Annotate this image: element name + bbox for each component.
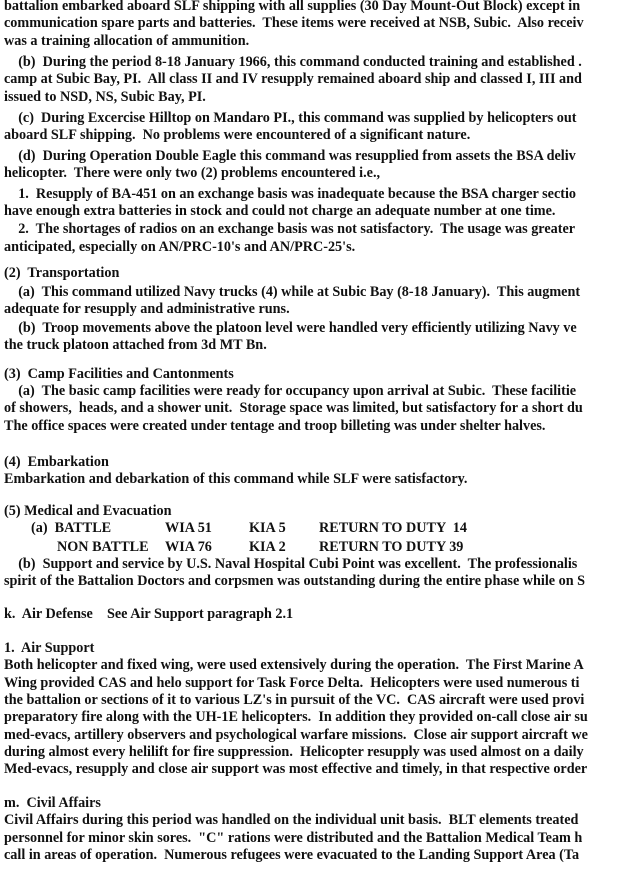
- casualty-wia: WIA 76: [165, 539, 212, 555]
- casualty-return-to-duty: RETURN TO DUTY 39: [319, 539, 464, 555]
- casualty-label: (a) BATTLE: [31, 520, 112, 536]
- text-line: Embarkation and debarkation of this command while SLF were satisfactory.: [4, 471, 468, 487]
- text-line: spirit of the Battalion Doctors and corpsmen was outstanding during the entire phase while on S: [4, 573, 586, 589]
- section-heading-transportation: (2) Transportation: [4, 265, 120, 281]
- text-line: (b) Troop movements above the platoon level were handled very efficiently utilizing Navy ve: [4, 320, 577, 336]
- section-heading-air-defense: k. Air Defense See Air Support paragraph 2.1: [4, 606, 294, 622]
- text-line: (a) This command utilized Navy trucks (4) while at Subic Bay (8-18 January). This augment: [4, 284, 581, 300]
- casualty-kia: KIA 5: [249, 520, 286, 536]
- section-heading-embarkation: (4) Embarkation: [4, 454, 109, 470]
- text-line: Wing provided CAS and helo support for Task Force Delta. Helicopters were used numerous ti: [4, 675, 580, 691]
- text-line: battalion embarked aboard SLF shipping with all supplies (30 Day Mount-Out Block) except in: [4, 0, 581, 14]
- text-line: helicopter. There were only two (2) problems encountered i.e.,: [4, 165, 381, 181]
- text-line: the truck platoon attached from 3d MT Bn.: [4, 337, 267, 353]
- text-line: (d) During Operation Double Eagle this command was resupplied from assets the BSA deliv: [4, 148, 576, 164]
- casualty-return-to-duty: RETURN TO DUTY 14: [319, 520, 467, 536]
- section-heading-air-support: 1. Air Support: [4, 640, 95, 656]
- text-line: (a) The basic camp facilities were ready for occupancy upon arrival at Subic. These facilitie: [4, 383, 577, 399]
- text-line: the battalion or sections of it to various LZ's in pursuit of the VC. CAS aircraft were used provi: [4, 692, 585, 708]
- section-heading-camp-facilities: (3) Camp Facilities and Cantonments: [4, 366, 234, 382]
- text-line: (b) Support and service by U.S. Naval Hospital Cubi Point was excellent. The professionalis: [4, 556, 578, 572]
- text-line: communication spare parts and batteries. These items were received at NSB, Subic. Also receiv: [4, 15, 584, 31]
- text-line: (c) During Excercise Hilltop on Mandaro PI., this command was supplied by helicopters out: [4, 110, 577, 126]
- text-line: 2. The shortages of radios on an exchange basis was not satisfactory. The usage was greater: [4, 221, 576, 237]
- text-line: Civil Affairs during this period was handled on the individual unit basis. BLT elements treated: [4, 812, 579, 828]
- casualty-kia: KIA 2: [249, 539, 286, 555]
- text-line: camp at Subic Bay, PI. All class II and IV resupply remained aboard ship and classed I, III and: [4, 71, 582, 87]
- text-line: of showers, heads, and a shower unit. Storage space was limited, but satisfactory for a short du: [4, 400, 583, 416]
- text-line: anticipated, especially on AN/PRC-10's and AN/PRC-25's.: [4, 239, 356, 255]
- text-line: call in areas of operation. Numerous refugees were evacuated to the Landing Support Area (Ta: [4, 847, 580, 863]
- text-line: personnel for minor skin sores. "C" rations were distributed and the Battalion Medical Team h: [4, 830, 583, 846]
- casualty-wia: WIA 51: [165, 520, 212, 536]
- text-line: during almost every helilift for fire suppression. Helicopter resupply was used almost on a daily: [4, 744, 584, 760]
- text-line: med-evacs, artillery observers and psychological warfare missions. Close air support aircraft we: [4, 727, 588, 743]
- text-line: aboard SLF shipping. No problems were encountered of a significant nature.: [4, 127, 471, 143]
- section-heading-civil-affairs: m. Civil Affairs: [4, 795, 101, 811]
- text-line: 1. Resupply of BA-451 on an exchange basis was inadequate because the BSA charger sectio: [4, 186, 576, 202]
- section-heading-medical: (5) Medical and Evacuation: [4, 503, 172, 519]
- text-line: adequate for resupply and administrative runs.: [4, 301, 290, 317]
- text-line: (b) During the period 8-18 January 1966, this command conducted training and established .: [4, 54, 582, 70]
- text-line: was a training allocation of ammunition.: [4, 33, 250, 49]
- text-line: preparatory fire along with the UH-1E helicopters. In addition they provided on-call close air su: [4, 709, 588, 725]
- text-line: issued to NSD, NS, Subic Bay, PI.: [4, 89, 206, 105]
- casualty-label: NON BATTLE: [57, 539, 149, 555]
- text-line: Both helicopter and fixed wing, were used extensively during the operation. The First Marine A: [4, 657, 584, 673]
- text-line: The office spaces were created under tentage and troop billeting was under shelter halves.: [4, 418, 546, 434]
- text-line: have enough extra batteries in stock and could not charge an adequate number at one time.: [4, 203, 556, 219]
- text-line: Med-evacs, resupply and close air support was most effective and timely, in that respective order: [4, 761, 588, 777]
